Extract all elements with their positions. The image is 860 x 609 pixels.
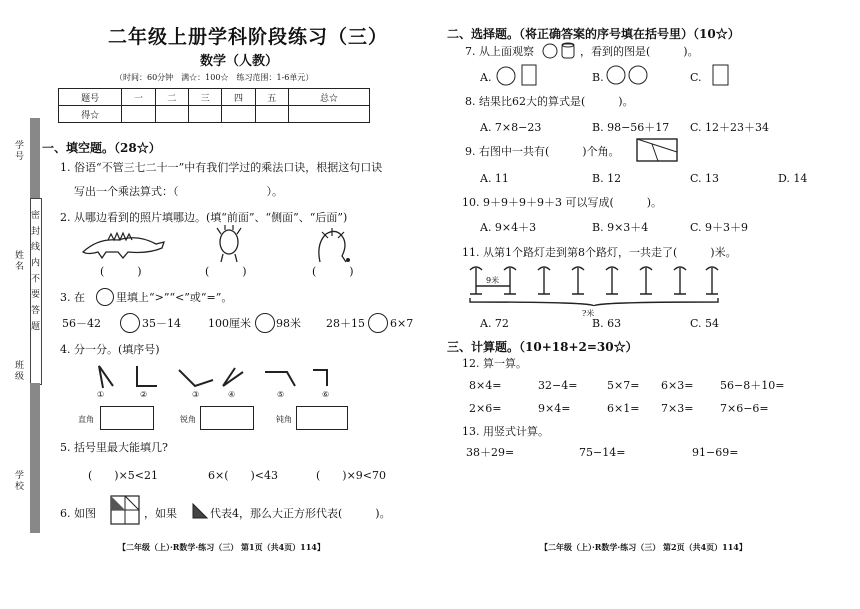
footer-left: 【二年级（上）·R数学·练习（三） 第1页（共4页）114】 [118, 542, 325, 552]
q7-text: 7. 从上面观察 [465, 45, 534, 58]
q6-text-end: 代表4，那么大正方形代表( )。 [210, 507, 391, 520]
q11-unknown-label: ?米 [582, 309, 595, 318]
q10-option[interactable]: C. 9＋3＋9 [690, 221, 749, 234]
q13-text: 13. 用竖式计算。 [462, 425, 549, 438]
binding-label-name: 姓名 [13, 250, 23, 272]
binding-strip-bottom [30, 383, 40, 533]
q1-line2: 写出一个乘法算式：（ ）。 [74, 185, 283, 198]
binding-label-class: 班级 [13, 360, 23, 382]
q6-text-mid: ，如果 [144, 507, 177, 520]
q7-option-label[interactable]: B. [592, 71, 604, 84]
q9-text: 9. 右图中一共有( )个角。 [465, 145, 620, 158]
q10-text: 10. 9＋9＋9＋9＋3 可以写成( )。 [462, 196, 663, 209]
q4-answer-box-right[interactable] [100, 406, 154, 430]
footer-right: 【二年级（上）·R数学·练习（三） 第2页（共4页）114】 [540, 542, 747, 552]
score-cell[interactable] [155, 106, 188, 123]
q3-item-left: 100厘米 [208, 317, 251, 330]
q11-streetlamp-figure [466, 262, 726, 312]
q4-text: 4. 分一分。(填序号) [60, 343, 160, 356]
q11-option[interactable]: C. 54 [690, 317, 720, 330]
q7-option-label[interactable]: C. [690, 71, 702, 84]
score-header-cell: 四 [222, 89, 255, 106]
q1-line1: 1. 俗语“不管三七二十一”中有我们学过的乘法口诀，根据这句口诀 [60, 161, 383, 174]
q3-item-right: 98米 [276, 317, 301, 330]
q3-answer-circle[interactable] [255, 313, 275, 333]
q8-option[interactable]: A. 7×8−23 [480, 121, 542, 134]
q2-blank[interactable]: ( ) [205, 265, 247, 278]
score-header-cell: 总☆ [289, 89, 370, 106]
q4-number: ② [140, 390, 148, 399]
q11-text: 11. 从第1个路灯走到第8个路灯，一共走了( )米。 [462, 246, 737, 259]
q9-option[interactable]: C. 13 [690, 172, 720, 185]
q2-blank[interactable]: ( ) [100, 265, 142, 278]
q4-number: ① [97, 390, 105, 399]
q3-text-end: 里填上“>”“<”或“=”。 [116, 291, 233, 304]
score-header-cell: 三 [188, 89, 221, 106]
score-cell[interactable] [222, 106, 255, 123]
exam-meta: （时间：60分钟 满☆：100☆ 练习范围：1-6单元） [115, 73, 314, 82]
q12-text: 12. 算一算。 [462, 357, 527, 370]
score-table [58, 88, 370, 123]
q12-item[interactable]: 5×7= [607, 379, 640, 392]
q5-item[interactable]: 6×( )<43 [208, 469, 279, 482]
q5-text: 5. 括号里最大能填几? [60, 441, 168, 454]
binding-strip-top [30, 118, 40, 198]
q6-text-start: 6. 如图 [60, 507, 96, 520]
q13-item[interactable]: 75−14= [579, 446, 626, 459]
q13-item[interactable]: 91−69= [692, 446, 739, 459]
q11-option[interactable]: B. 63 [592, 317, 622, 330]
section-1-heading: 一、填空题。（28☆） [42, 141, 161, 155]
q5-item[interactable]: ( )×9<70 [316, 469, 387, 482]
score-row-label: 得☆ [59, 106, 122, 123]
q3-answer-circle[interactable] [120, 313, 140, 333]
dinosaur-front-view-figure [212, 224, 246, 264]
q2-blank[interactable]: ( ) [312, 265, 354, 278]
q3-item-right: 35－14 [142, 317, 181, 330]
q7-option-c-figure [710, 63, 732, 87]
section-3-heading: 三、计算题。（10+18+2=30☆） [447, 340, 638, 354]
q3-item-left: 56－42 [62, 317, 101, 330]
q4-number: ⑤ [277, 390, 285, 399]
q3-item-left: 28＋15 [326, 317, 365, 330]
q11-option[interactable]: A. 72 [480, 317, 509, 330]
q7-option-b-figure [606, 63, 652, 87]
binding-label-student-id: 学号 [13, 140, 23, 162]
dinosaur-back-view-figure [312, 226, 354, 266]
q8-option[interactable]: C. 12＋23＋34 [690, 121, 770, 134]
q12-item[interactable]: 7×6−6= [720, 402, 769, 415]
q4-number: ⑥ [322, 390, 330, 399]
q10-option[interactable]: B. 9×3＋4 [592, 221, 649, 234]
q12-item[interactable]: 56−8＋10= [720, 379, 785, 392]
q9-option[interactable]: D. 14 [778, 172, 808, 185]
q3-text-start: 3. 在 [60, 291, 85, 304]
q3-circle-example [96, 288, 114, 306]
seal-line-text: 密 封 线 内 不 要 答 题 [29, 210, 39, 333]
q4-box-label-acute: 锐角 [180, 415, 196, 424]
q9-angles-figure [636, 138, 678, 162]
score-cell[interactable] [289, 106, 370, 123]
q9-option[interactable]: A. 11 [480, 172, 509, 185]
q6-small-triangle-figure [192, 503, 208, 519]
section-2-heading: 二、选择题。（将正确答案的序号填在括号里）（10☆） [447, 27, 740, 41]
q13-item[interactable]: 38＋29= [466, 446, 515, 459]
q4-number: ④ [228, 390, 236, 399]
q8-option[interactable]: B. 98−56＋17 [592, 121, 670, 134]
q12-item[interactable]: 7×3= [661, 402, 694, 415]
q3-item-right: 6×7 [390, 317, 414, 330]
q12-item[interactable]: 6×3= [661, 379, 694, 392]
q4-number: ③ [192, 390, 200, 399]
dinosaur-side-view-figure [78, 228, 168, 260]
q12-item[interactable]: 2×6= [469, 402, 502, 415]
page-subtitle: 数学（人教） [200, 54, 279, 69]
q4-box-label-right: 直角 [78, 415, 94, 424]
q5-item[interactable]: ( )×5<21 [88, 469, 159, 482]
q2-text: 2. 从哪边看到的照片填哪边。(填“前面”、“侧面”、“后面”) [60, 211, 348, 224]
q4-answer-box-acute[interactable] [200, 406, 254, 430]
score-cell[interactable] [255, 106, 288, 123]
q6-big-square-figure [110, 495, 140, 525]
score-cell[interactable] [122, 106, 155, 123]
q12-item[interactable]: 9×4= [538, 402, 571, 415]
q4-box-label-obtuse: 钝角 [276, 415, 292, 424]
binding-label-school: 学校 [13, 470, 23, 492]
score-cell[interactable] [188, 106, 221, 123]
score-header-cell: 五 [255, 89, 288, 106]
q12-item[interactable]: 8×4= [469, 379, 502, 392]
q3-answer-circle[interactable] [368, 313, 388, 333]
q7-text-end: ，看到的图是( )。 [580, 45, 699, 58]
score-header-cell: 一 [122, 89, 155, 106]
q9-option[interactable]: B. 12 [592, 172, 622, 185]
score-header-cell: 二 [155, 89, 188, 106]
page-title: 二年级上册学科阶段练习（三） [108, 26, 389, 48]
q10-option[interactable]: A. 9×4＋3 [480, 221, 537, 234]
q12-item[interactable]: 6×1= [607, 402, 640, 415]
q7-option-label[interactable]: A. [480, 71, 492, 84]
q7-option-a-figure [496, 63, 540, 87]
q4-answer-box-obtuse[interactable] [296, 406, 348, 430]
q11-distance-label: 9米 [486, 276, 500, 285]
q7-ball-and-cylinder-figure [542, 42, 578, 60]
score-header-cell: 题号 [59, 89, 122, 106]
q8-text: 8. 结果比62大的算式是( )。 [465, 95, 634, 108]
q12-item[interactable]: 32−4= [538, 379, 578, 392]
